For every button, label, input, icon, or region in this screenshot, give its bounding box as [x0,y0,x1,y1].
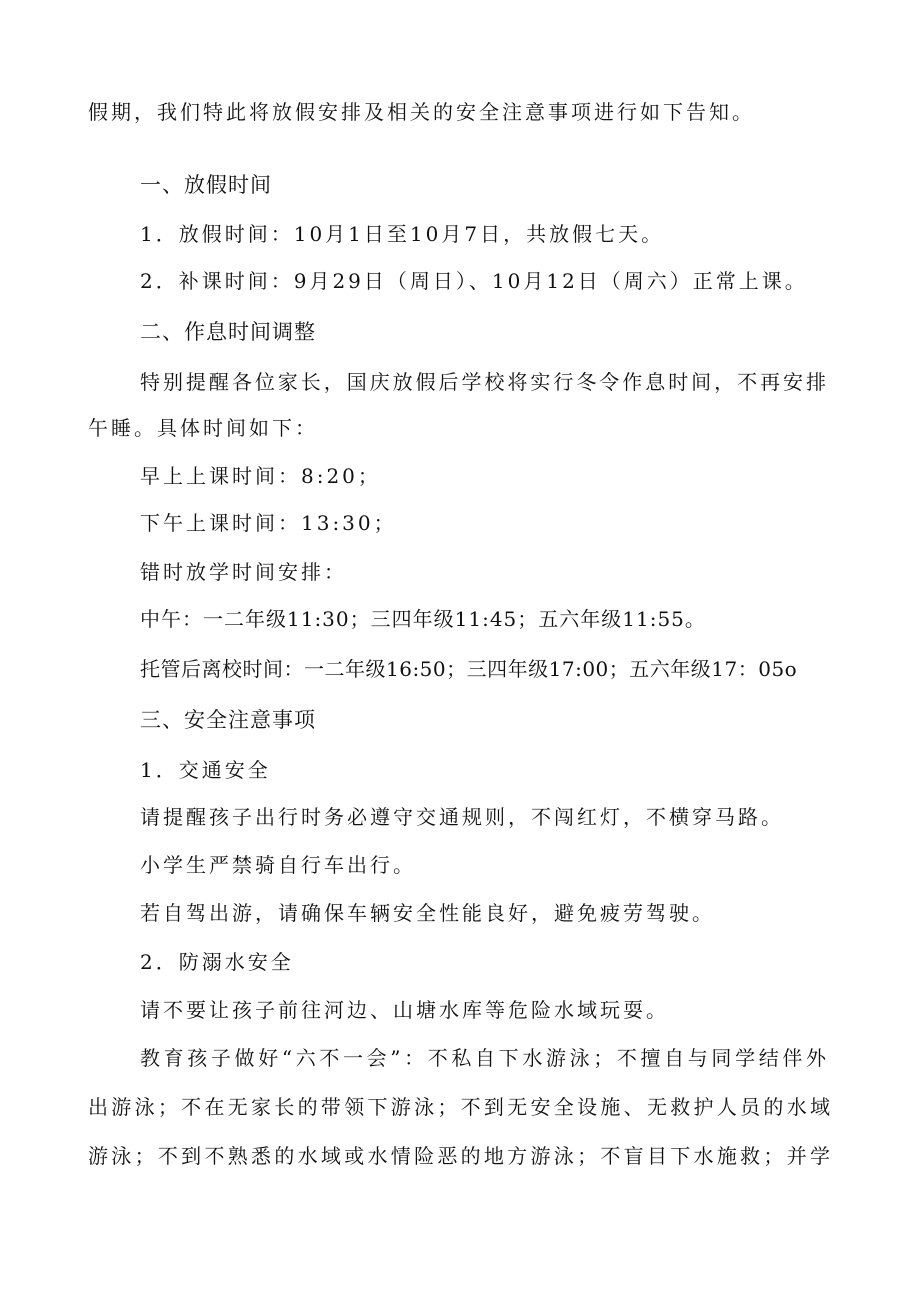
noon-dismissal-times: 中午：一二年级11:30；三四年级11:45；五六年级11:55。 [140,607,706,631]
drowning-rule-2-line-1: 教育孩子做好“六不一会”：不私自下水游泳；不擅自与同学结伴外 [140,1046,826,1070]
morning-class-time: 早上上课时间：8:20； [140,464,381,488]
section-heading-schedule: 二、作息时间调整 [140,320,316,344]
drowning-safety-title: 2．防溺水安全 [140,950,294,974]
section-heading-holiday-time: 一、放假时间 [140,173,272,197]
schedule-para-line-2: 午睡。具体时间如下： [88,416,318,440]
section-heading-safety: 三、安全注意事项 [140,708,316,732]
traffic-rule-2: 小学生严禁骑自行车出行。 [140,853,416,877]
traffic-rule-3: 若自驾出游，请确保车辆安全性能良好，避免疲劳驾驶。 [140,901,715,925]
staggered-dismissal-title: 错时放学时间安排： [140,560,347,584]
schedule-para-line-1: 特别提醒各位家长，国庆放假后学校将实行冬令作息时间，不再安排 [140,370,826,394]
drowning-rule-2-line-3: 游泳；不到不熟悉的水域或水情险恶的地方游泳；不盲目下水施救；并学 [88,1144,830,1168]
intro-line: 假期，我们特此将放假安排及相关的安全注意事项进行如下告知。 [88,100,755,124]
traffic-rule-1: 请提醒孩子出行时务必遵守交通规则，不闯红灯，不横穿马路。 [140,805,784,829]
traffic-safety-title: 1．交通安全 [140,758,271,782]
drowning-rule-2-line-2: 出游泳；不在无家长的带领下游泳；不到无安全设施、无救护人员的水域 [88,1095,830,1119]
holiday-period-item: 1．放假时间：10月1日至10月7日，共放假七天。 [140,222,665,246]
aftercare-dismissal-times: 托管后离校时间：一二年级16:50；三四年级17:00；五六年级17：05o [140,657,798,681]
afternoon-class-time: 下午上课时间：13:30； [140,511,397,535]
makeup-class-item: 2．补课时间：9月29日（周日）、10月12日（周六）正常上课。 [140,269,808,293]
drowning-rule-1: 请不要让孩子前往河边、山塘水库等危险水域玩耍。 [140,998,669,1022]
